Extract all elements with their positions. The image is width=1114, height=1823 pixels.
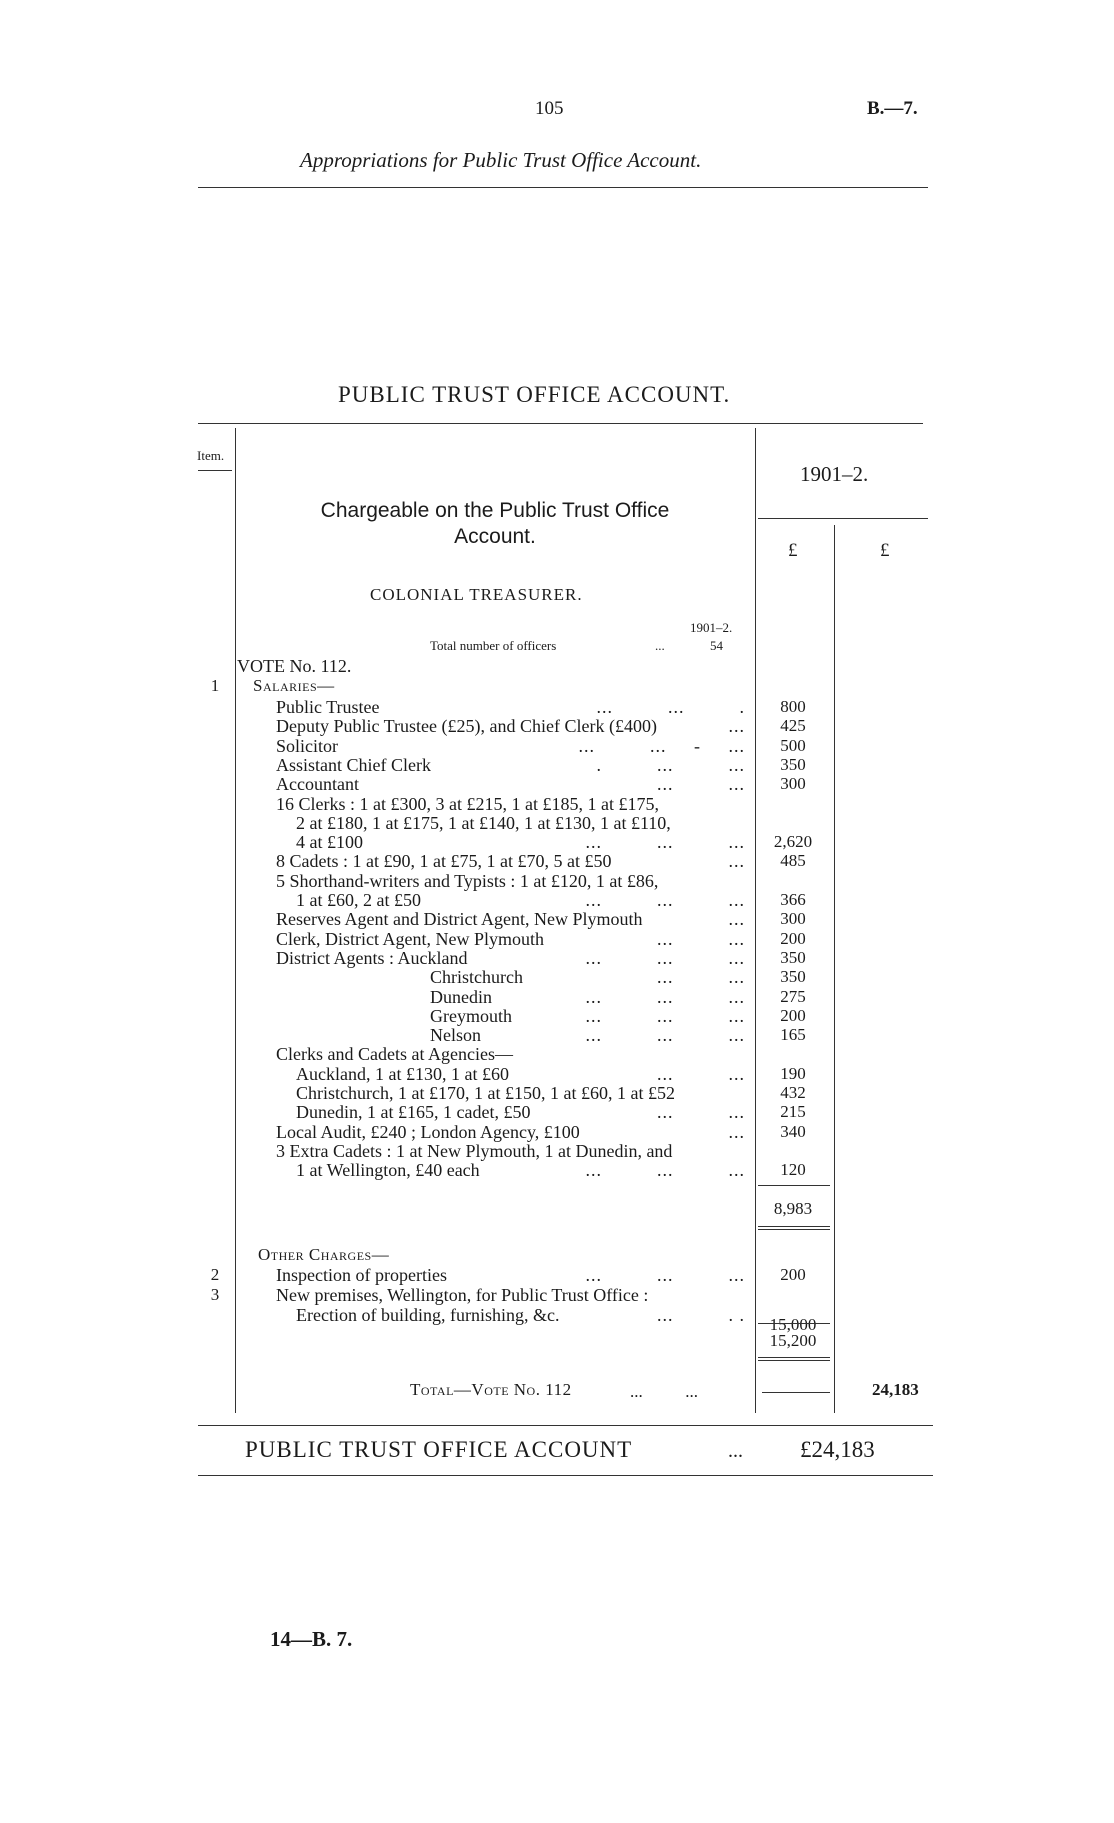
salary-line-leader-dots: . ... ...: [596, 754, 745, 775]
header-rule: [198, 187, 928, 188]
salary-line-amount: 190: [780, 1063, 806, 1083]
item-number: 2: [210, 1265, 220, 1284]
other-charge-text: Inspection of properties: [276, 1265, 447, 1285]
salary-line-amount: 350: [780, 754, 806, 774]
salary-line-leader-dots: ... ...: [657, 928, 745, 949]
salary-line-leader-dots: ...: [728, 851, 745, 872]
salary-line-text: 8 Cadets : 1 at £90, 1 at £75, 1 at £70, 5 at £50: [276, 851, 612, 872]
salary-line-amount: 350: [780, 967, 806, 987]
total-vote-dots: ... ...: [630, 1382, 698, 1401]
account-total-label: PUBLIC TRUST OFFICE ACCOUNT: [245, 1437, 633, 1462]
salary-line-text: 16 Clerks : 1 at £300, 3 at £215, 1 at £185, 1 at £175,: [276, 793, 659, 814]
salary-line-leader-dots: ...: [728, 909, 745, 930]
salary-line-amount: 800: [780, 697, 806, 716]
table-bottom-rule: [198, 1425, 933, 1426]
total-vote-amount: 24,183: [872, 1380, 919, 1399]
salary-line-leader-dots: ...: [728, 716, 745, 737]
salary-line-leader-dots: ... ... ...: [585, 986, 745, 1007]
salary-line-text: Clerk, District Agent, New Plymouth: [276, 928, 544, 949]
officers-count: 54: [710, 638, 723, 653]
item-column-rule: [235, 428, 236, 1413]
other-charge-text: New premises, Wellington, for Public Trust Office :: [276, 1285, 649, 1305]
salary-line-amount: 340: [780, 1121, 806, 1141]
other-charge-text: Erection of building, furnishing, &c.: [296, 1305, 560, 1325]
other-charge-amount: 200: [780, 1265, 806, 1284]
other-subtotal-rule: [758, 1323, 830, 1324]
document-reference: B.—7.: [867, 98, 918, 119]
other-charge-amount: 15,000: [769, 1315, 817, 1334]
salary-line-text: Auckland, 1 at £130, 1 at £60: [296, 1063, 509, 1084]
officers-label: Total number of officers: [430, 638, 557, 653]
salary-line-leader-dots: ... ... ...: [585, 1025, 745, 1046]
salary-line-leader-dots: ...: [728, 1121, 745, 1142]
salary-line-amount: 165: [780, 1025, 806, 1045]
account-total-dots: ...: [728, 1440, 743, 1462]
other-charges-subtotal: 15,200: [769, 1331, 817, 1350]
other-charges-heading: Other Charges—: [258, 1245, 390, 1264]
salary-line-leader-dots: ... ... ...: [585, 947, 745, 968]
salary-line-leader-dots: ... ... ...: [585, 890, 745, 910]
salary-line-amount: 300: [780, 909, 806, 929]
salary-line-text: Deputy Public Trustee (£25), and Chief Clerk (£400): [276, 716, 657, 737]
salary-line-amount: 432: [780, 1083, 806, 1102]
salary-line-leader-dots: ... ... .: [596, 697, 745, 717]
salary-line-text: 5 Shorthand-writers and Typists : 1 at £120, 1 at £86,: [276, 870, 659, 891]
salary-line-leader-dots: ... ... ...: [585, 1160, 745, 1181]
salary-line-amount: 425: [780, 716, 806, 736]
salary-line-text: Christchurch, 1 at £170, 1 at £150, 1 at £60, 1 at £52: [296, 1083, 675, 1103]
salaries-subtotal: 8,983: [773, 1199, 813, 1218]
page-number: 105: [535, 98, 564, 119]
salary-line-text: Dunedin: [430, 986, 492, 1007]
account-total-rule: [198, 1475, 933, 1476]
salary-line-text: Nelson: [430, 1025, 481, 1046]
account-title: PUBLIC TRUST OFFICE ACCOUNT.: [338, 382, 731, 407]
vote-heading: VOTE No. 112.: [237, 656, 352, 676]
salary-line-amount: 485: [780, 851, 806, 871]
salary-line-amount: 366: [780, 890, 806, 909]
salary-line-text: District Agents : Auckland: [276, 947, 468, 968]
salary-line-text: Assistant Chief Clerk: [276, 754, 431, 775]
salary-line-text: Accountant: [276, 774, 359, 795]
year-header-rule: [758, 518, 928, 519]
salary-line-text: 4 at £100: [296, 832, 363, 853]
item-column-header: Item.: [197, 448, 225, 463]
total-vote-label: Total—Vote No. 112: [410, 1380, 572, 1399]
department-heading: COLONIAL TREASURER.: [370, 585, 583, 604]
chargeable-heading: [240, 498, 750, 550]
salary-line-text: 3 Extra Cadets : 1 at New Plymouth, 1 at Dunedin, and: [276, 1140, 673, 1161]
salaries-subtotal-rule: [758, 1185, 830, 1186]
year-column-header: 1901–2.: [800, 462, 869, 486]
salary-line-leader-dots: ... ...: [657, 1063, 745, 1084]
salary-line-leader-dots: ... ...: [657, 774, 745, 795]
other-charge-leader-dots: ... ... ...: [585, 1265, 745, 1285]
salary-line-text: Christchurch: [430, 967, 523, 988]
total-column-rule: [834, 525, 835, 1413]
salaries-heading: Salaries—: [253, 676, 335, 695]
other-subtotal-double-rule-2: [758, 1360, 830, 1361]
salary-line-amount: 120: [780, 1160, 806, 1180]
table-top-rule: [198, 423, 923, 424]
salary-line-amount: 500: [780, 735, 806, 755]
salary-line-amount: 200: [780, 1005, 806, 1025]
salary-line-leader-dots: ... ...: [657, 1102, 745, 1123]
salary-line-text: Reserves Agent and District Agent, New Plymouth: [276, 909, 643, 930]
salary-line-text: 1 at Wellington, £40 each: [296, 1160, 480, 1181]
salary-line-amount: 350: [780, 947, 806, 967]
item-number: 3: [210, 1285, 220, 1304]
currency-symbol-totals: £: [880, 540, 890, 561]
salary-line-amount: 2,620: [773, 832, 813, 852]
other-subtotal-double-rule: [758, 1357, 830, 1358]
salary-line-text: 2 at £180, 1 at £175, 1 at £140, 1 at £130, 1 at £110,: [296, 812, 671, 833]
salary-line-text: Public Trustee: [276, 697, 380, 717]
officers-year: 1901–2.: [690, 620, 733, 635]
salary-line-text: Dunedin, 1 at £165, 1 cadet, £50: [296, 1102, 531, 1123]
currency-symbol-amounts: £: [788, 540, 798, 561]
salary-line-amount: 275: [780, 986, 806, 1006]
salary-line-text: Clerks and Cadets at Agencies—: [276, 1044, 513, 1065]
salary-line-amount: 300: [780, 774, 806, 794]
salary-line-leader-dots: ... ... ...: [585, 1005, 745, 1026]
other-charge-leader-dots: ... . .: [657, 1305, 745, 1325]
salary-line-amount: 200: [780, 928, 806, 948]
chargeable-heading-line-2: Account.: [454, 525, 536, 548]
signature-mark: 14—B. 7.: [270, 1627, 353, 1651]
salary-line-leader-dots: ... ...: [657, 967, 745, 988]
salary-line-text: Local Audit, £240 ; London Agency, £100: [276, 1121, 580, 1142]
chargeable-heading-line-1: Chargeable on the Public Trust Office: [320, 499, 670, 522]
salary-line-leader-dots: ... ... - ...: [578, 735, 745, 756]
salaries-subtotal-double-rule-2: [758, 1229, 830, 1230]
salary-line-amount: 215: [780, 1102, 806, 1122]
total-vote-dash: [762, 1392, 830, 1393]
salary-line-leader-dots: ... ... ...: [585, 832, 745, 853]
item-header-rule: [198, 470, 232, 471]
salaries-subtotal-double-rule: [758, 1226, 830, 1227]
item-number: 1: [210, 676, 220, 695]
salary-line-text: Greymouth: [430, 1005, 512, 1026]
running-title: Appropriations for Public Trust Office Account.: [300, 148, 702, 172]
salary-line-text: Solicitor: [276, 735, 338, 756]
salary-line-text: 1 at £60, 2 at £50: [296, 890, 421, 910]
account-total-amount: £24,183: [800, 1437, 875, 1462]
officers-dots: ...: [655, 638, 665, 653]
